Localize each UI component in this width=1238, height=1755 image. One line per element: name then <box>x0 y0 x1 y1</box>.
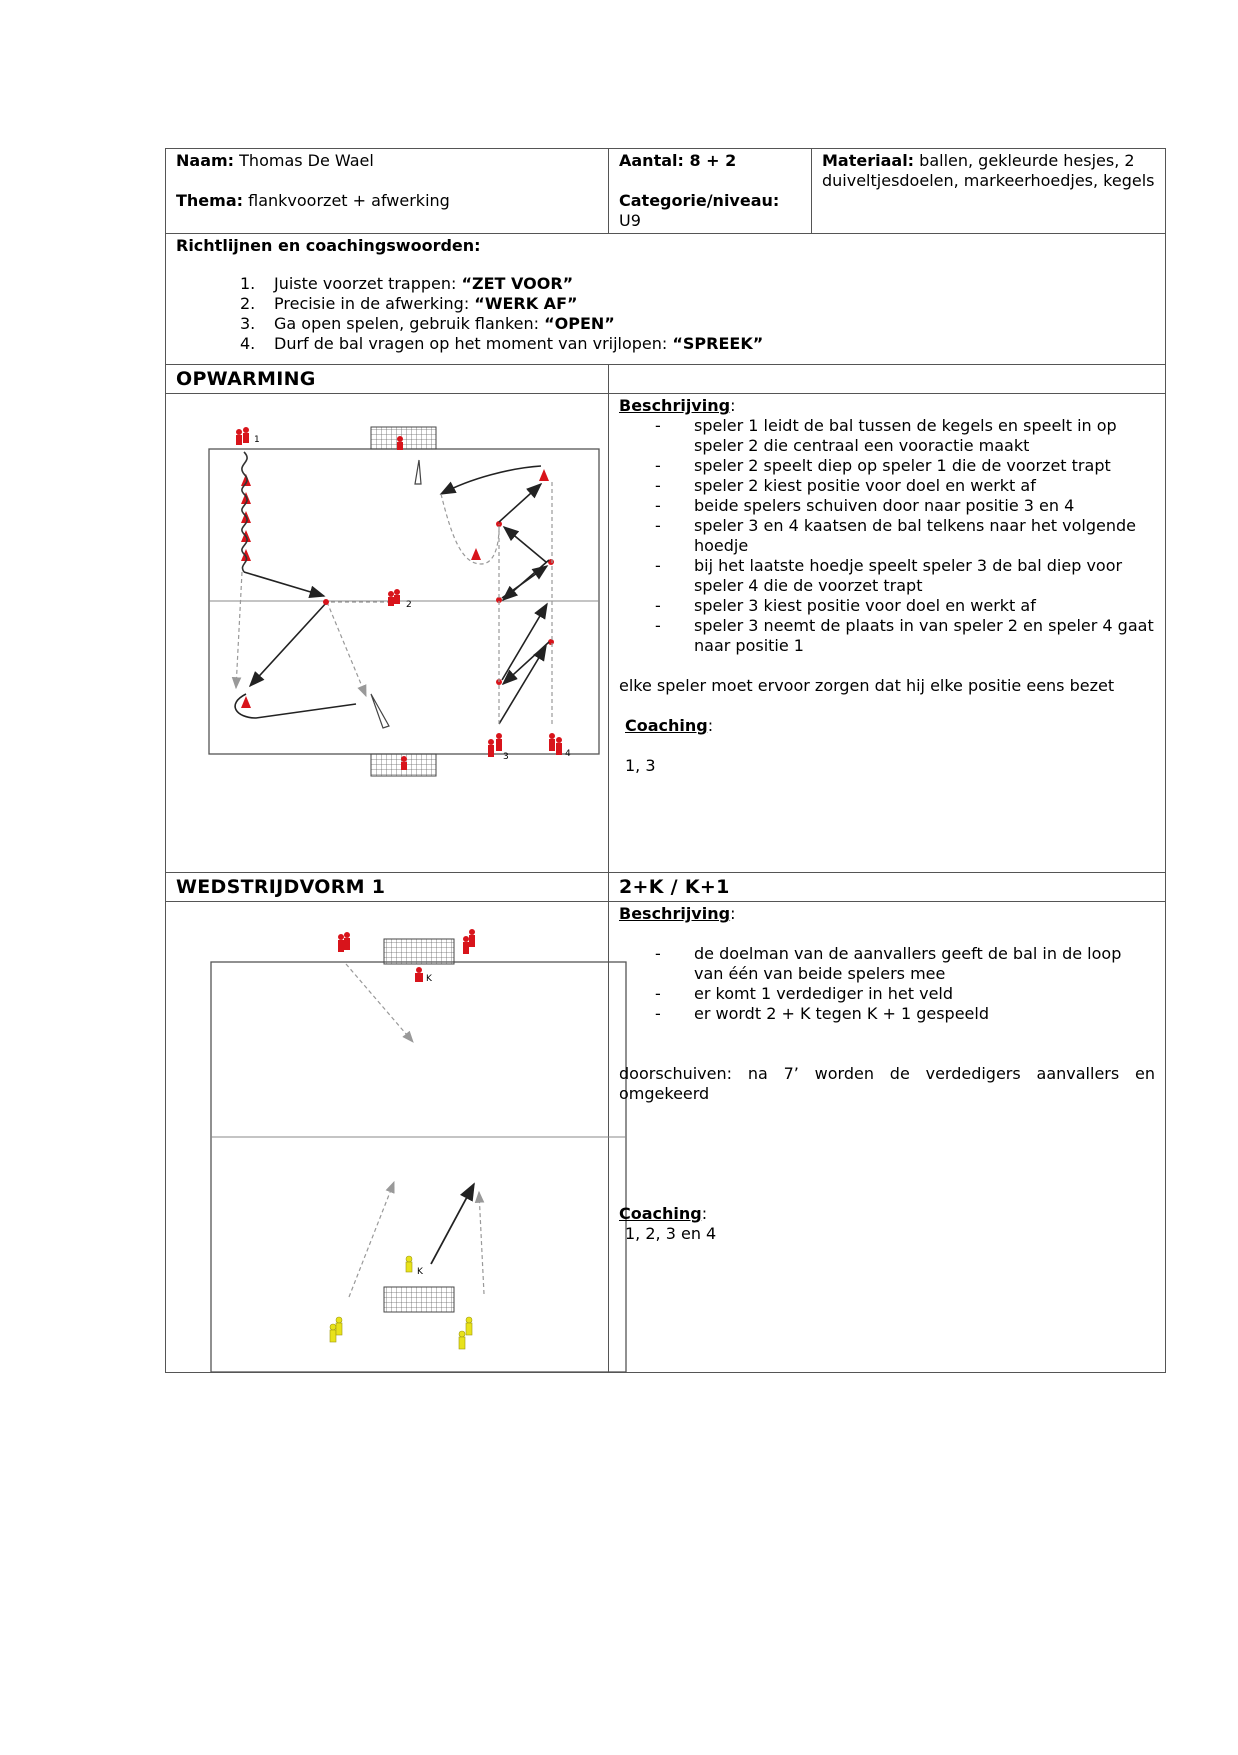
warmup-step: - speler 3 kiest positie voor doel en werkt af <box>619 596 1155 616</box>
warmup-step: - speler 3 en 4 kaatsen de bal telkens naar het volgende hoedje <box>619 516 1155 556</box>
run-arrow <box>349 1182 394 1297</box>
goal-top <box>371 427 436 449</box>
warmup-diagram-cell <box>166 394 609 873</box>
throw-arrow <box>346 964 413 1042</box>
warmup-description: Beschrijving: - speler 1 leidt de bal tussen de kegels en speelt in op speler 2 die centraal een vooractie maakt - speler 2 speelt diep op speler 1 die de voorzet trapt - speler 2 kiest positie voor doel en werkt af - beide spelers schuiven door naar positie 3 en 4 - speler 3 en 4 kaatsen de bal telkens naar het volgende hoedje - bij het laatste hoedje speelt speler 3 de bal diep voor speler 4 die de voorzet trapt - speler 3 kiest positie voor doel en werkt af - speler 3 neemt de plaats in van speler 2 en speler 4 gaat naar positie 1 elke speler moet ervoor zorgen dat hij elke positie eens bezet Coaching: 1, 3 <box>609 394 1166 873</box>
naam-line: Naam: Thomas De Wael <box>176 151 374 170</box>
warmup-step: - beide spelers schuiven door naar positie 3 en 4 <box>619 496 1155 516</box>
match1-note: doorschuiven: na 7’ worden de verdedigers aanvallers en omgekeerd <box>619 1064 1155 1103</box>
match1-steps <box>619 944 1155 1024</box>
guidelines-list <box>176 274 1155 354</box>
match1-step: - de doelman van de aanvallers geeft de bal in de loop van één van beide spelers mee <box>619 944 1155 984</box>
match1-step: - er komt 1 verdediger in het veld <box>619 984 1155 1004</box>
warmup-step: - speler 1 leidt de bal tussen de kegels en speelt in op speler 2 die centraal een vooractie maakt <box>619 416 1155 456</box>
player-label-3: 3 <box>503 752 509 762</box>
cross-path <box>235 694 356 718</box>
categorie-value: U9 <box>619 211 641 230</box>
cones <box>241 469 549 708</box>
match1-diagram <box>166 902 644 1372</box>
match1-desc-label: Beschrijving <box>619 904 731 923</box>
player-label-4: 4 <box>565 749 571 759</box>
match1-title: WEDSTRIJDVORM 1 <box>166 873 609 902</box>
run-arrow <box>327 602 366 696</box>
warmup-title: OPWARMING <box>166 365 609 394</box>
aantal-line: Aantal: 8 + 2 <box>619 151 737 170</box>
warmup-coaching-label: Coaching <box>625 716 708 735</box>
warmup-step: - speler 3 neemt de plaats in van speler 2 en speler 4 gaat naar positie 1 <box>619 616 1155 656</box>
match1-diagram-cell <box>166 902 609 1373</box>
guideline-item: 1. Juiste voorzet trappen: “ZET VOOR” <box>240 274 574 293</box>
pass-arrow <box>244 572 324 596</box>
thema-value: flankvoorzet + afwerking <box>248 191 450 210</box>
red-players <box>236 427 562 770</box>
match1-subtitle: 2+K / K+1 <box>609 873 1166 902</box>
match1-title-row <box>166 873 1166 902</box>
warmup-diagram <box>166 394 644 872</box>
shot-arrow <box>415 460 421 484</box>
materiaal-value: ballen, gekleurde hesjes, 2 duiveltjesdoelen, markeerhoedjes, kegels <box>822 151 1155 190</box>
pass-arrow <box>250 602 327 686</box>
warmup-note: elke speler moet ervoor zorgen dat hij elke positie eens bezet <box>619 676 1115 695</box>
run-arrow <box>479 1192 484 1294</box>
goal-top <box>384 939 454 964</box>
player-label-2: 2 <box>406 600 412 610</box>
keeper-label-yellow: K <box>417 1267 423 1277</box>
guidelines-title: Richtlijnen en coachingswoorden: <box>176 236 481 255</box>
keeper-label-red: K <box>426 974 432 984</box>
guideline-item: 2. Precisie in de afwerking: “WERK AF” <box>240 294 578 313</box>
goal-bottom <box>384 1287 454 1312</box>
match1-coaching-label: Coaching <box>619 1204 702 1223</box>
warmup-step: - speler 2 kiest positie voor doel en werkt af <box>619 476 1155 496</box>
naam-value: Thomas De Wael <box>239 151 374 170</box>
shot-arrow <box>371 694 389 728</box>
header-row <box>166 149 1166 234</box>
run-sequence <box>441 482 552 724</box>
warmup-row <box>166 394 1166 873</box>
match1-step: - er wordt 2 + K tegen K + 1 gespeeld <box>619 1004 1155 1024</box>
player-label-1: 1 <box>254 435 260 445</box>
warmup-title-row <box>166 365 1166 394</box>
match1-description: Beschrijving: - de doelman van de aanvallers geeft de bal in de loop van één van beide spelers mee - er komt 1 verdediger in het veld - er wordt 2 + K tegen K + 1 gespeeld doorschuiven: na 7’ worden de verdedigers aanvallers en omgekeerd Coaching: 1, 2, 3 en 4 <box>609 902 1166 1373</box>
categorie-label: Categorie/niveau: <box>619 191 780 210</box>
guideline-item: 4. Durf de bal vragen op het moment van vrijlopen: “SPREEK” <box>240 334 764 353</box>
thema-line: Thema: flankvoorzet + afwerking <box>176 191 450 210</box>
warmup-steps <box>619 416 1155 656</box>
pass-arrow <box>431 1184 474 1264</box>
run-arrow <box>236 572 242 688</box>
pass-sequence <box>441 466 549 724</box>
warmup-desc-label: Beschrijving <box>619 396 731 415</box>
warmup-step: - speler 2 speelt diep op speler 1 die de voorzet trapt <box>619 456 1155 476</box>
warmup-coaching-value: 1, 3 <box>625 756 656 775</box>
materiaal-line: Materiaal: ballen, gekleurde hesjes, 2 duiveltjesdoelen, markeerhoedjes, kegels <box>822 151 1155 190</box>
guideline-item: 3. Ga open spelen, gebruik flanken: “OPEN” <box>240 314 615 333</box>
markers <box>323 521 554 685</box>
training-sheet <box>165 148 1166 1373</box>
guidelines-row <box>166 234 1166 365</box>
match1-coaching-value: 1, 2, 3 en 4 <box>625 1224 717 1243</box>
warmup-step: - bij het laatste hoedje speelt speler 3 de bal diep voor speler 4 die de voorzet trapt <box>619 556 1155 596</box>
match1-row <box>166 902 1166 1373</box>
